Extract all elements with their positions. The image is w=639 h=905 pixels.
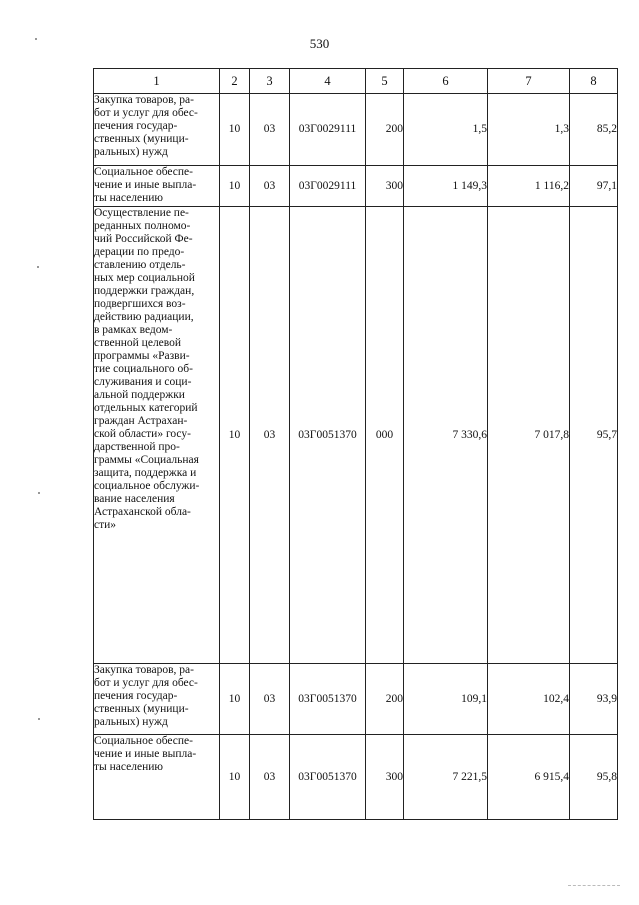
header-cell-2: 2 <box>220 69 250 94</box>
executed-amount-cell: 102,4 <box>488 664 570 735</box>
header-row <box>94 69 618 94</box>
target-article-cell: 03Г0051370 <box>290 207 366 664</box>
header-cell-6: 6 <box>404 69 488 94</box>
subsection-code-cell: 03 <box>250 166 290 207</box>
expense-name-cell: Социальное обеспе- чение и иные выпла- ты населению <box>94 166 220 207</box>
subsection-code-cell: 03 <box>250 207 290 664</box>
expense-name-cell: Закупка товаров, ра- бот и услуг для обес- печения государ- ственных (муници- pальных) нужд <box>94 664 220 735</box>
table-row <box>94 166 618 207</box>
planned-amount-cell: 7 221,5 <box>404 735 488 820</box>
budget-table <box>93 68 618 820</box>
expense-type-cell: 300 <box>366 735 404 820</box>
header-cell-7: 7 <box>488 69 570 94</box>
section-code-cell: 10 <box>220 94 250 166</box>
expense-type-cell: 300 <box>366 166 404 207</box>
target-article-cell: 03Г0051370 <box>290 735 366 820</box>
target-article-cell: 03Г0051370 <box>290 664 366 735</box>
executed-amount-cell: 1,3 <box>488 94 570 166</box>
section-code-cell: 10 <box>220 166 250 207</box>
page-number: 530 <box>309 36 330 51</box>
header-cell-8: 8 <box>570 69 618 94</box>
target-article-cell: 03Г0029111 <box>290 94 366 166</box>
planned-amount-cell: 7 330,6 <box>404 207 488 664</box>
section-code-cell: 10 <box>220 207 250 664</box>
expense-name-cell: Закупка товаров, ра- бот и услуг для обес- печения государ- ственных (муници- pальных) нужд <box>94 94 220 166</box>
target-article-cell: 03Г0029111 <box>290 166 366 207</box>
table-row <box>94 94 618 166</box>
executed-amount-cell: 1 116,2 <box>488 166 570 207</box>
scan-dash-artifact <box>568 885 620 886</box>
section-code-cell: 10 <box>220 664 250 735</box>
table-row <box>94 207 618 664</box>
expense-type-cell: 000 <box>366 207 404 664</box>
subsection-code-cell: 03 <box>250 664 290 735</box>
scan-speck <box>35 38 37 40</box>
expense-name-cell: Социальное обеспе- чение и иные выпла- ты населению <box>94 735 220 820</box>
scan-speck <box>37 266 39 268</box>
scan-speck <box>38 492 40 494</box>
table-row <box>94 664 618 735</box>
planned-amount-cell: 1,5 <box>404 94 488 166</box>
planned-amount-cell: 1 149,3 <box>404 166 488 207</box>
header-cell-5: 5 <box>366 69 404 94</box>
expense-type-cell: 200 <box>366 664 404 735</box>
table-row <box>94 735 618 820</box>
execution-percent-cell: 93,9 <box>570 664 618 735</box>
header-cell-4: 4 <box>290 69 366 94</box>
header-cell-1: 1 <box>94 69 220 94</box>
scan-speck <box>38 718 40 720</box>
subsection-code-cell: 03 <box>250 735 290 820</box>
execution-percent-cell: 97,1 <box>570 166 618 207</box>
expense-name-cell: Осуществление пе- реданных полномо- чий Российской Фе- дерации по предо- ставлению отдель- ных мер социальной поддержки граждан, подвергшихся воз- действию радиации, в рамках ведом- ственной целевой программы «Разви- тие социального об- служивания и соци- альной поддержки отдельных категорий граждан Астрахан- ской области» госу- дарственной про- граммы «Социальная защита, поддержка и социальное обслужи- вание населения Астраханской обла- сти» <box>94 207 220 664</box>
subsection-code-cell: 03 <box>250 94 290 166</box>
expense-type-cell: 200 <box>366 94 404 166</box>
section-code-cell: 10 <box>220 735 250 820</box>
execution-percent-cell: 85,2 <box>570 94 618 166</box>
planned-amount-cell: 109,1 <box>404 664 488 735</box>
execution-percent-cell: 95,7 <box>570 207 618 664</box>
execution-percent-cell: 95,8 <box>570 735 618 820</box>
header-cell-3: 3 <box>250 69 290 94</box>
executed-amount-cell: 6 915,4 <box>488 735 570 820</box>
executed-amount-cell: 7 017,8 <box>488 207 570 664</box>
